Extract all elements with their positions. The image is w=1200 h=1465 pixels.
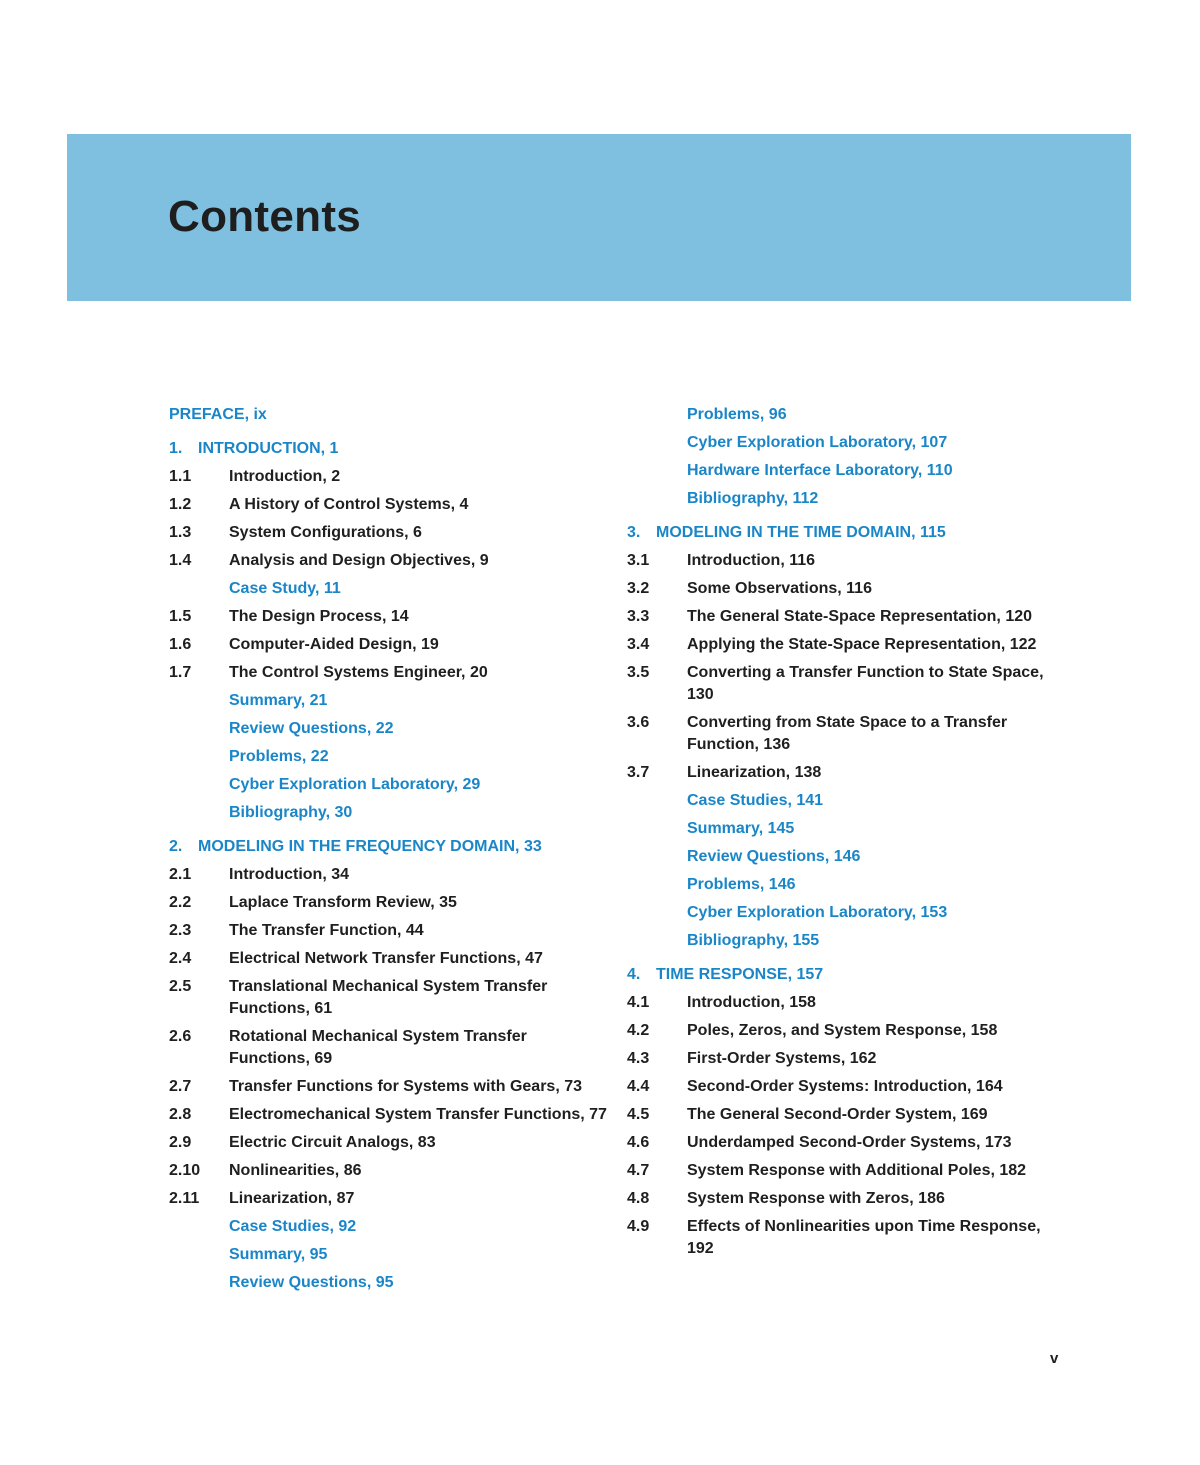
toc-entry-title: Cyber Exploration Laboratory, 153 (687, 904, 948, 921)
toc-entry-number: 1.6 (169, 636, 192, 653)
toc-entry[interactable] (169, 864, 609, 886)
toc-entry[interactable] (627, 930, 1067, 952)
toc-entry-title: Computer-Aided Design, 19 (229, 636, 439, 653)
toc-entry-number (627, 930, 687, 952)
toc-entry[interactable] (627, 874, 1067, 896)
toc-entry-number: 2.1 (169, 866, 192, 883)
toc-entry[interactable] (169, 466, 609, 488)
toc-entry-number (627, 902, 687, 924)
toc-chapter-heading[interactable] (169, 836, 609, 858)
toc-entry[interactable] (627, 846, 1067, 868)
page-title: Contents (168, 192, 362, 241)
toc-entry[interactable] (169, 1188, 609, 1210)
toc-entry-number: 2.2 (169, 894, 192, 911)
toc-entry-number (169, 578, 229, 600)
toc-chapter-heading[interactable] (627, 964, 1067, 986)
toc-entry[interactable] (627, 1076, 1067, 1098)
toc-entry-title: Analysis and Design Objectives, 9 (229, 552, 489, 569)
toc-entry-title: The Transfer Function, 44 (229, 922, 424, 939)
toc-entry-title: Summary, 21 (229, 692, 328, 709)
toc-entry[interactable] (169, 1104, 609, 1126)
toc-entry-title: Bibliography, 30 (229, 804, 353, 821)
toc-entry-number (169, 746, 229, 768)
toc-entry[interactable] (169, 550, 609, 572)
toc-entry-title: First-Order Systems, 162 (687, 1050, 877, 1067)
toc-entry-title: Introduction, 116 (687, 552, 816, 569)
toc-entry-title: System Response with Zeros, 186 (687, 1190, 945, 1207)
toc-entry-title: Review Questions, 95 (229, 1274, 394, 1291)
toc-entry-number (627, 488, 687, 510)
toc-entry-title: Introduction, 34 (229, 866, 349, 883)
toc-entry-number (169, 690, 229, 712)
toc-entry-number: 4.5 (627, 1106, 650, 1123)
toc-entry-number: 4.1 (627, 994, 650, 1011)
toc-entry-number: 1.3 (169, 524, 192, 541)
toc-entry-number: 1.1 (169, 468, 192, 485)
toc-entry[interactable] (169, 774, 609, 796)
toc-entry[interactable] (627, 550, 1067, 572)
toc-entry[interactable] (169, 802, 609, 824)
toc-entry-number: 4.9 (627, 1218, 650, 1235)
toc-entry-title: Problems, 146 (687, 876, 796, 893)
toc-entry[interactable] (169, 892, 609, 914)
toc-entry[interactable] (627, 902, 1067, 924)
toc-entry-title: Electromechanical System Transfer Functions, 77 (229, 1106, 607, 1123)
toc-entry-title: Converting a Transfer Function to State Space, 130 (687, 664, 1044, 703)
toc-entry[interactable] (627, 1132, 1067, 1154)
page-number: v (1050, 1350, 1059, 1367)
toc-preface-link[interactable] (169, 404, 609, 426)
toc-entry-title: Bibliography, 112 (687, 490, 819, 507)
toc-entry-title: Poles, Zeros, and System Response, 158 (687, 1022, 998, 1039)
toc-entry[interactable] (627, 1048, 1067, 1070)
toc-entry-title: MODELING IN THE TIME DOMAIN, 115 (656, 524, 946, 541)
toc-entry-number (627, 460, 687, 482)
toc-entry-title: Translational Mechanical System Transfer Functions, 61 (229, 978, 548, 1017)
toc-entry-title: Rotational Mechanical System Transfer Functions, 69 (229, 1028, 527, 1067)
toc-entry-number: 1.5 (169, 608, 192, 625)
toc-entry-title: The Design Process, 14 (229, 608, 409, 625)
toc-entry[interactable] (169, 718, 609, 740)
toc-entry-title: Transfer Functions for Systems with Gears, 73 (229, 1078, 582, 1095)
toc-entry[interactable] (627, 606, 1067, 628)
toc-entry-title: System Configurations, 6 (229, 524, 422, 541)
toc-entry-title: Linearization, 87 (229, 1190, 355, 1207)
toc-entry-number: 3.5 (627, 664, 650, 681)
toc-entry-number: 2.7 (169, 1078, 192, 1095)
toc-entry-number: 3.4 (627, 636, 650, 653)
toc-entry-number: 2.5 (169, 978, 192, 995)
toc-entry-title: Case Studies, 141 (687, 792, 824, 809)
toc-entry[interactable] (627, 432, 1067, 454)
toc-entry-title: Case Studies, 92 (229, 1218, 357, 1235)
toc-entry-number: 3.6 (627, 714, 650, 731)
toc-chapter-heading[interactable] (169, 438, 609, 460)
toc-entry[interactable] (169, 1160, 609, 1182)
toc-entry-number (169, 1272, 229, 1294)
toc-entry-title: Electric Circuit Analogs, 83 (229, 1134, 436, 1151)
toc-entry-number: 3.1 (627, 552, 650, 569)
toc-entry[interactable] (627, 578, 1067, 600)
toc-entry[interactable] (627, 712, 1067, 756)
toc-entry-title: Summary, 95 (229, 1246, 328, 1263)
toc-entry-title: Problems, 96 (687, 406, 787, 423)
toc-chapter-heading[interactable] (627, 522, 1067, 544)
toc-entry-title: Introduction, 158 (687, 994, 816, 1011)
toc-entry-number: 2.8 (169, 1106, 192, 1123)
toc-entry-title: Introduction, 2 (229, 468, 341, 485)
toc-entry-number (169, 1216, 229, 1238)
toc-entry-number: 3.3 (627, 608, 650, 625)
toc-entry-title: The General State-Space Representation, 120 (687, 608, 1033, 625)
toc-left-column (169, 404, 609, 1300)
title-banner (67, 134, 1131, 301)
toc-entry-title: Cyber Exploration Laboratory, 107 (687, 434, 948, 451)
toc-entry-title: Linearization, 138 (687, 764, 822, 781)
toc-entry[interactable] (627, 634, 1067, 656)
toc-entry[interactable] (627, 762, 1067, 784)
toc-entry[interactable] (169, 1076, 609, 1098)
toc-entry-number: 2.3 (169, 922, 192, 939)
toc-entry-number: 4.3 (627, 1050, 650, 1067)
toc-entry-number: 2.6 (169, 1028, 192, 1045)
toc-entry-number: 3.7 (627, 764, 650, 781)
toc-entry-number (169, 774, 229, 796)
toc-entry-title: Problems, 22 (229, 748, 329, 765)
toc-entry[interactable] (627, 1188, 1067, 1210)
toc-entry-title: Underdamped Second-Order Systems, 173 (687, 1134, 1012, 1151)
toc-entry-title: PREFACE, ix (169, 406, 267, 423)
toc-entry[interactable] (169, 948, 609, 970)
toc-entry-title: System Response with Additional Poles, 182 (687, 1162, 1027, 1179)
toc-entry-title: Effects of Nonlinearities upon Time Response, 192 (687, 1218, 1041, 1257)
toc-entry[interactable] (169, 690, 609, 712)
toc-entry[interactable] (627, 488, 1067, 510)
toc-entry[interactable] (627, 790, 1067, 812)
toc-entry-number: 4.8 (627, 1190, 650, 1207)
toc-entry-title: Hardware Interface Laboratory, 110 (687, 462, 953, 479)
toc-entry-title: Review Questions, 146 (687, 848, 861, 865)
toc-entry-number: 3. (627, 524, 641, 541)
toc-entry-title: Electrical Network Transfer Functions, 47 (229, 950, 543, 967)
toc-entry[interactable] (169, 976, 609, 1020)
toc-entry[interactable] (169, 634, 609, 656)
toc-entry[interactable] (169, 1244, 609, 1266)
toc-right-column (627, 404, 1067, 1266)
toc-entry-title: The Control Systems Engineer, 20 (229, 664, 488, 681)
toc-entry[interactable] (169, 1132, 609, 1154)
toc-entry-title: Applying the State-Space Representation, 122 (687, 636, 1037, 653)
toc-entry-number: 4.4 (627, 1078, 650, 1095)
toc-entry[interactable] (627, 662, 1067, 706)
toc-entry[interactable] (627, 818, 1067, 840)
toc-entry-number: 3.2 (627, 580, 650, 597)
toc-entry-title: Case Study, 11 (229, 580, 341, 597)
toc-entry[interactable] (627, 1020, 1067, 1042)
toc-entry-number: 2.11 (169, 1190, 200, 1207)
toc-entry[interactable] (627, 404, 1067, 426)
toc-entry[interactable] (169, 662, 609, 684)
toc-entry-number (627, 818, 687, 840)
toc-entry-number (169, 802, 229, 824)
toc-entry-title: Converting from State Space to a Transfer Function, 136 (687, 714, 1008, 753)
toc-entry-title: Cyber Exploration Laboratory, 29 (229, 776, 481, 793)
toc-entry[interactable] (627, 992, 1067, 1014)
toc-entry-number (169, 718, 229, 740)
toc-entry-title: Laplace Transform Review, 35 (229, 894, 457, 911)
toc-entry[interactable] (169, 1026, 609, 1070)
toc-entry-number (627, 846, 687, 868)
toc-entry-number: 2. (169, 838, 183, 855)
toc-entry[interactable] (169, 1216, 609, 1238)
toc-entry[interactable] (169, 920, 609, 942)
toc-entry-title: Some Observations, 116 (687, 580, 872, 597)
toc-entry-number (627, 874, 687, 896)
toc-entry-number: 2.9 (169, 1134, 192, 1151)
toc-entry-number: 2.10 (169, 1162, 201, 1179)
toc-entry-title: INTRODUCTION, 1 (198, 440, 339, 457)
toc-entry[interactable] (627, 1216, 1067, 1260)
toc-entry-number: 1. (169, 440, 183, 457)
toc-entry-number: 4. (627, 966, 641, 983)
toc-entry[interactable] (627, 460, 1067, 482)
toc-entry-title: Nonlinearities, 86 (229, 1162, 362, 1179)
toc-entry-title: TIME RESPONSE, 157 (656, 966, 824, 983)
toc-entry[interactable] (169, 494, 609, 516)
toc-entry-number (627, 404, 687, 426)
toc-entry-number: 4.7 (627, 1162, 650, 1179)
toc-entry-number: 1.4 (169, 552, 192, 569)
toc-entry-title: The General Second-Order System, 169 (687, 1106, 988, 1123)
toc-entry[interactable] (169, 1272, 609, 1294)
toc-entry[interactable] (169, 746, 609, 768)
toc-entry-number: 1.2 (169, 496, 192, 513)
toc-entry-number (627, 432, 687, 454)
toc-entry-title: Bibliography, 155 (687, 932, 820, 949)
toc-entry-title: Second-Order Systems: Introduction, 164 (687, 1078, 1003, 1095)
toc-entry-number: 1.7 (169, 664, 192, 681)
toc-entry-title: Summary, 145 (687, 820, 795, 837)
toc-entry[interactable] (627, 1104, 1067, 1126)
toc-entry[interactable] (169, 578, 609, 600)
toc-entry-title: Review Questions, 22 (229, 720, 394, 737)
toc-entry[interactable] (169, 522, 609, 544)
toc-entry-number: 2.4 (169, 950, 192, 967)
toc-entry-number: 4.6 (627, 1134, 650, 1151)
toc-entry[interactable] (169, 606, 609, 628)
toc-entry-title: A History of Control Systems, 4 (229, 496, 469, 513)
toc-entry-number (627, 790, 687, 812)
toc-entry-number (169, 1244, 229, 1266)
toc-entry[interactable] (627, 1160, 1067, 1182)
toc-entry-title: MODELING IN THE FREQUENCY DOMAIN, 33 (198, 838, 542, 855)
toc-entry-number: 4.2 (627, 1022, 650, 1039)
